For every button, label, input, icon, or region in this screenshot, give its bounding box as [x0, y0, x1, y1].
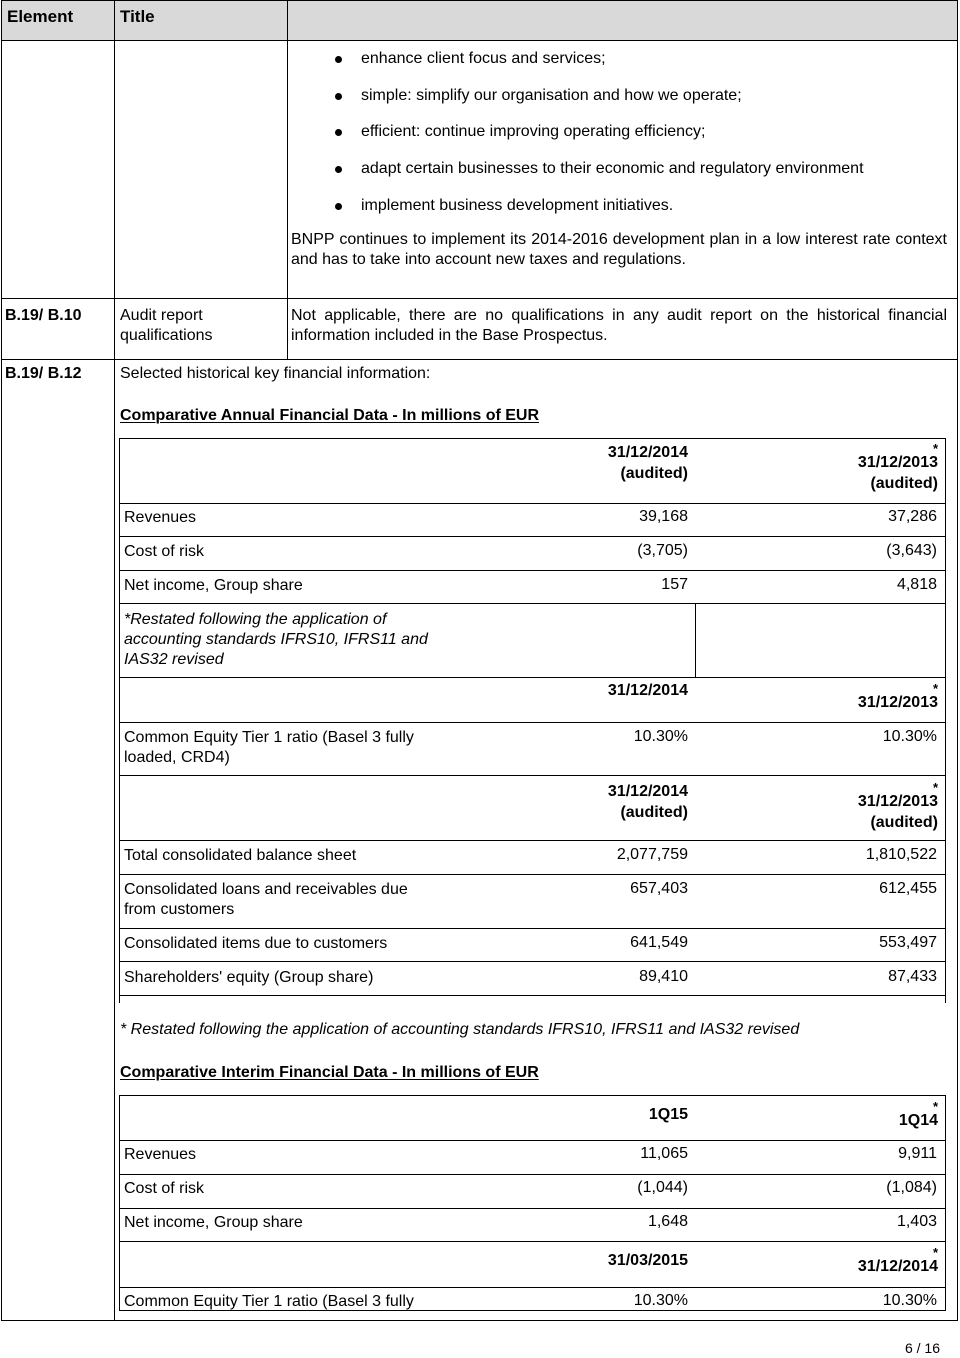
cet1-col2-star: * — [932, 681, 938, 696]
frame-left — [1, 0, 2, 1321]
annual-col1-sub: (audited) — [620, 465, 688, 482]
interim-cet1-label: Common Equity Tier 1 ratio (Basel 3 fully — [124, 1293, 414, 1310]
annual-heading: Comparative Annual Financial Data - In millions of EUR — [120, 407, 540, 424]
interim-cet1-v2: 10.30% — [882, 1292, 937, 1309]
element-code-b1910: B.19/ B.10 — [5, 307, 82, 324]
interim-col2-star: * — [932, 1099, 938, 1114]
interim-cet1-col2-header — [780, 1242, 938, 1277]
strategy-bullet-2: simple: simplify our organisation and how we operate; — [361, 87, 742, 104]
balance-col2-date: 31/12/2013 — [857, 793, 938, 810]
cet1-label: Common Equity Tier 1 ratio (Basel 3 fully loaded, CRD4) — [124, 729, 414, 766]
interim-row-v1: 11,065 — [640, 1145, 688, 1162]
interim-cet1-v1: 10.30% — [633, 1292, 688, 1309]
balance-col1-sub: (audited) — [620, 804, 688, 821]
interim-cet1-star: * — [932, 1245, 938, 1260]
balance-row-v2: 1,810,522 — [865, 846, 937, 863]
strategy-bullet-1: enhance client focus and services; — [361, 50, 606, 67]
restated-note: *Restated following the application of accounting standards IFRS10, IFRS11 and IAS32 revised — [124, 611, 428, 668]
cet1-col2-date: 31/12/2013 — [857, 694, 938, 711]
annual-row-v2: 4,818 — [896, 576, 937, 593]
row-separator-2 — [1, 359, 958, 360]
balance-row-v2: 87,433 — [888, 968, 937, 985]
bullet-icon — [335, 203, 342, 210]
row-separator-1 — [1, 298, 958, 299]
annual-row-v1: (3,705) — [637, 542, 688, 559]
annual-row-label: Revenues — [124, 509, 197, 526]
balance-col2-sub: (audited) — [870, 814, 938, 831]
annual-col2-header — [780, 438, 938, 494]
strategy-bullet-3: efficient: continue improving operating efficiency; — [361, 123, 706, 140]
annual-table-left — [119, 438, 120, 1003]
annual-row-v1: 157 — [661, 576, 688, 593]
annual-row-v2: 37,286 — [888, 508, 937, 525]
balance-row-v1: 89,410 — [639, 968, 688, 985]
annual-row-label: Cost of risk — [124, 543, 205, 560]
interim-row-label: Revenues — [124, 1146, 197, 1163]
header-title: Title — [120, 7, 155, 26]
interim-cet1-col1: 31/03/2015 — [607, 1252, 688, 1269]
balance-row-label: Consolidated loans and receivables due from customers — [124, 881, 408, 918]
interim-row-v2: 1,403 — [896, 1213, 937, 1230]
balance-col2-header — [780, 777, 938, 833]
annual-col2-star: * — [932, 441, 938, 456]
strategy-bullet-5: implement business development initiatives. — [361, 197, 674, 214]
balance-col1-date: 31/12/2014 — [607, 783, 688, 800]
interim-row-label: Cost of risk — [124, 1180, 205, 1197]
bullet-icon — [335, 93, 342, 100]
audit-report-text: Not applicable, there are no qualifications in any audit report on the historical financial information included in the Base Prospectus. — [291, 307, 947, 344]
balance-row-v2: 553,497 — [879, 934, 937, 951]
cet1-v1: 10.30% — [633, 728, 688, 745]
interim-cet1-col2: 31/12/2014 — [857, 1258, 938, 1275]
balance-row-label: Shareholders' equity (Group share) — [124, 969, 374, 986]
annual-col1-header — [540, 442, 688, 484]
interim-col1-header: 1Q15 — [648, 1106, 688, 1123]
balance-row-v2: 612,455 — [879, 880, 937, 897]
annual-row-v1: 39,168 — [639, 508, 688, 525]
frame-bottom — [1, 1320, 958, 1321]
annual-col2-date: 31/12/2013 — [857, 454, 938, 471]
balance-row-label: Consolidated items due to customers — [124, 935, 388, 952]
page-number: 6 / 16 — [904, 1340, 940, 1356]
annual-col2-sub: (audited) — [870, 475, 938, 492]
balance-col2-star: * — [932, 780, 938, 795]
frame-top — [1, 0, 958, 1]
interim-col2-label: 1Q14 — [898, 1112, 938, 1129]
interim-col2-header — [800, 1096, 938, 1131]
cet1-v2: 10.30% — [882, 728, 937, 745]
interim-row-v2: 9,911 — [898, 1145, 937, 1162]
interim-row-v2: (1,084) — [886, 1179, 937, 1196]
annual-table-col-divider — [695, 603, 696, 677]
bullet-icon — [335, 166, 342, 173]
strategy-bullet-4: adapt certain businesses to their economic and regulatory environment — [361, 160, 864, 177]
interim-heading: Comparative Interim Financial Data - In millions of EUR — [120, 1064, 539, 1081]
title-selected-financials: Selected historical key financial information: — [120, 365, 431, 382]
cet1-col1-header: 31/12/2014 — [607, 682, 688, 699]
element-code-b1912: B.19/ B.12 — [5, 365, 82, 382]
annual-table-right — [945, 438, 946, 1003]
interim-row-v1: (1,044) — [637, 1179, 688, 1196]
header-element: Element — [7, 7, 74, 26]
interim-row-label: Net income, Group share — [124, 1214, 303, 1231]
bullet-icon — [335, 129, 342, 136]
balance-row-v1: 641,549 — [630, 934, 688, 951]
title-audit-report: Audit report qualifications — [120, 307, 213, 344]
title-column-divider — [287, 0, 288, 360]
element-column-divider — [114, 0, 115, 1321]
balance-row-v1: 2,077,759 — [616, 846, 688, 863]
bullet-icon — [335, 56, 342, 63]
annual-col1-date: 31/12/2014 — [607, 444, 688, 461]
restated-footnote: * Restated following the application of accounting standards IFRS10, IFRS11 and IAS32 revised — [120, 1021, 800, 1038]
header-divider — [1, 40, 958, 41]
annual-row-label: Net income, Group share — [124, 577, 303, 594]
bnpp-paragraph: BNPP continues to implement its 2014-2016 development plan in a low interest rate context and has to take into account new taxes and regulations. — [291, 231, 947, 268]
cet1-col2-header — [780, 678, 938, 713]
balance-col1-header — [540, 781, 688, 823]
frame-right — [957, 0, 958, 1321]
balance-row-v1: 657,403 — [630, 880, 688, 897]
balance-row-label: Total consolidated balance sheet — [124, 847, 357, 864]
annual-row-v2: (3,643) — [886, 542, 937, 559]
interim-row-v1: 1,648 — [647, 1213, 688, 1230]
